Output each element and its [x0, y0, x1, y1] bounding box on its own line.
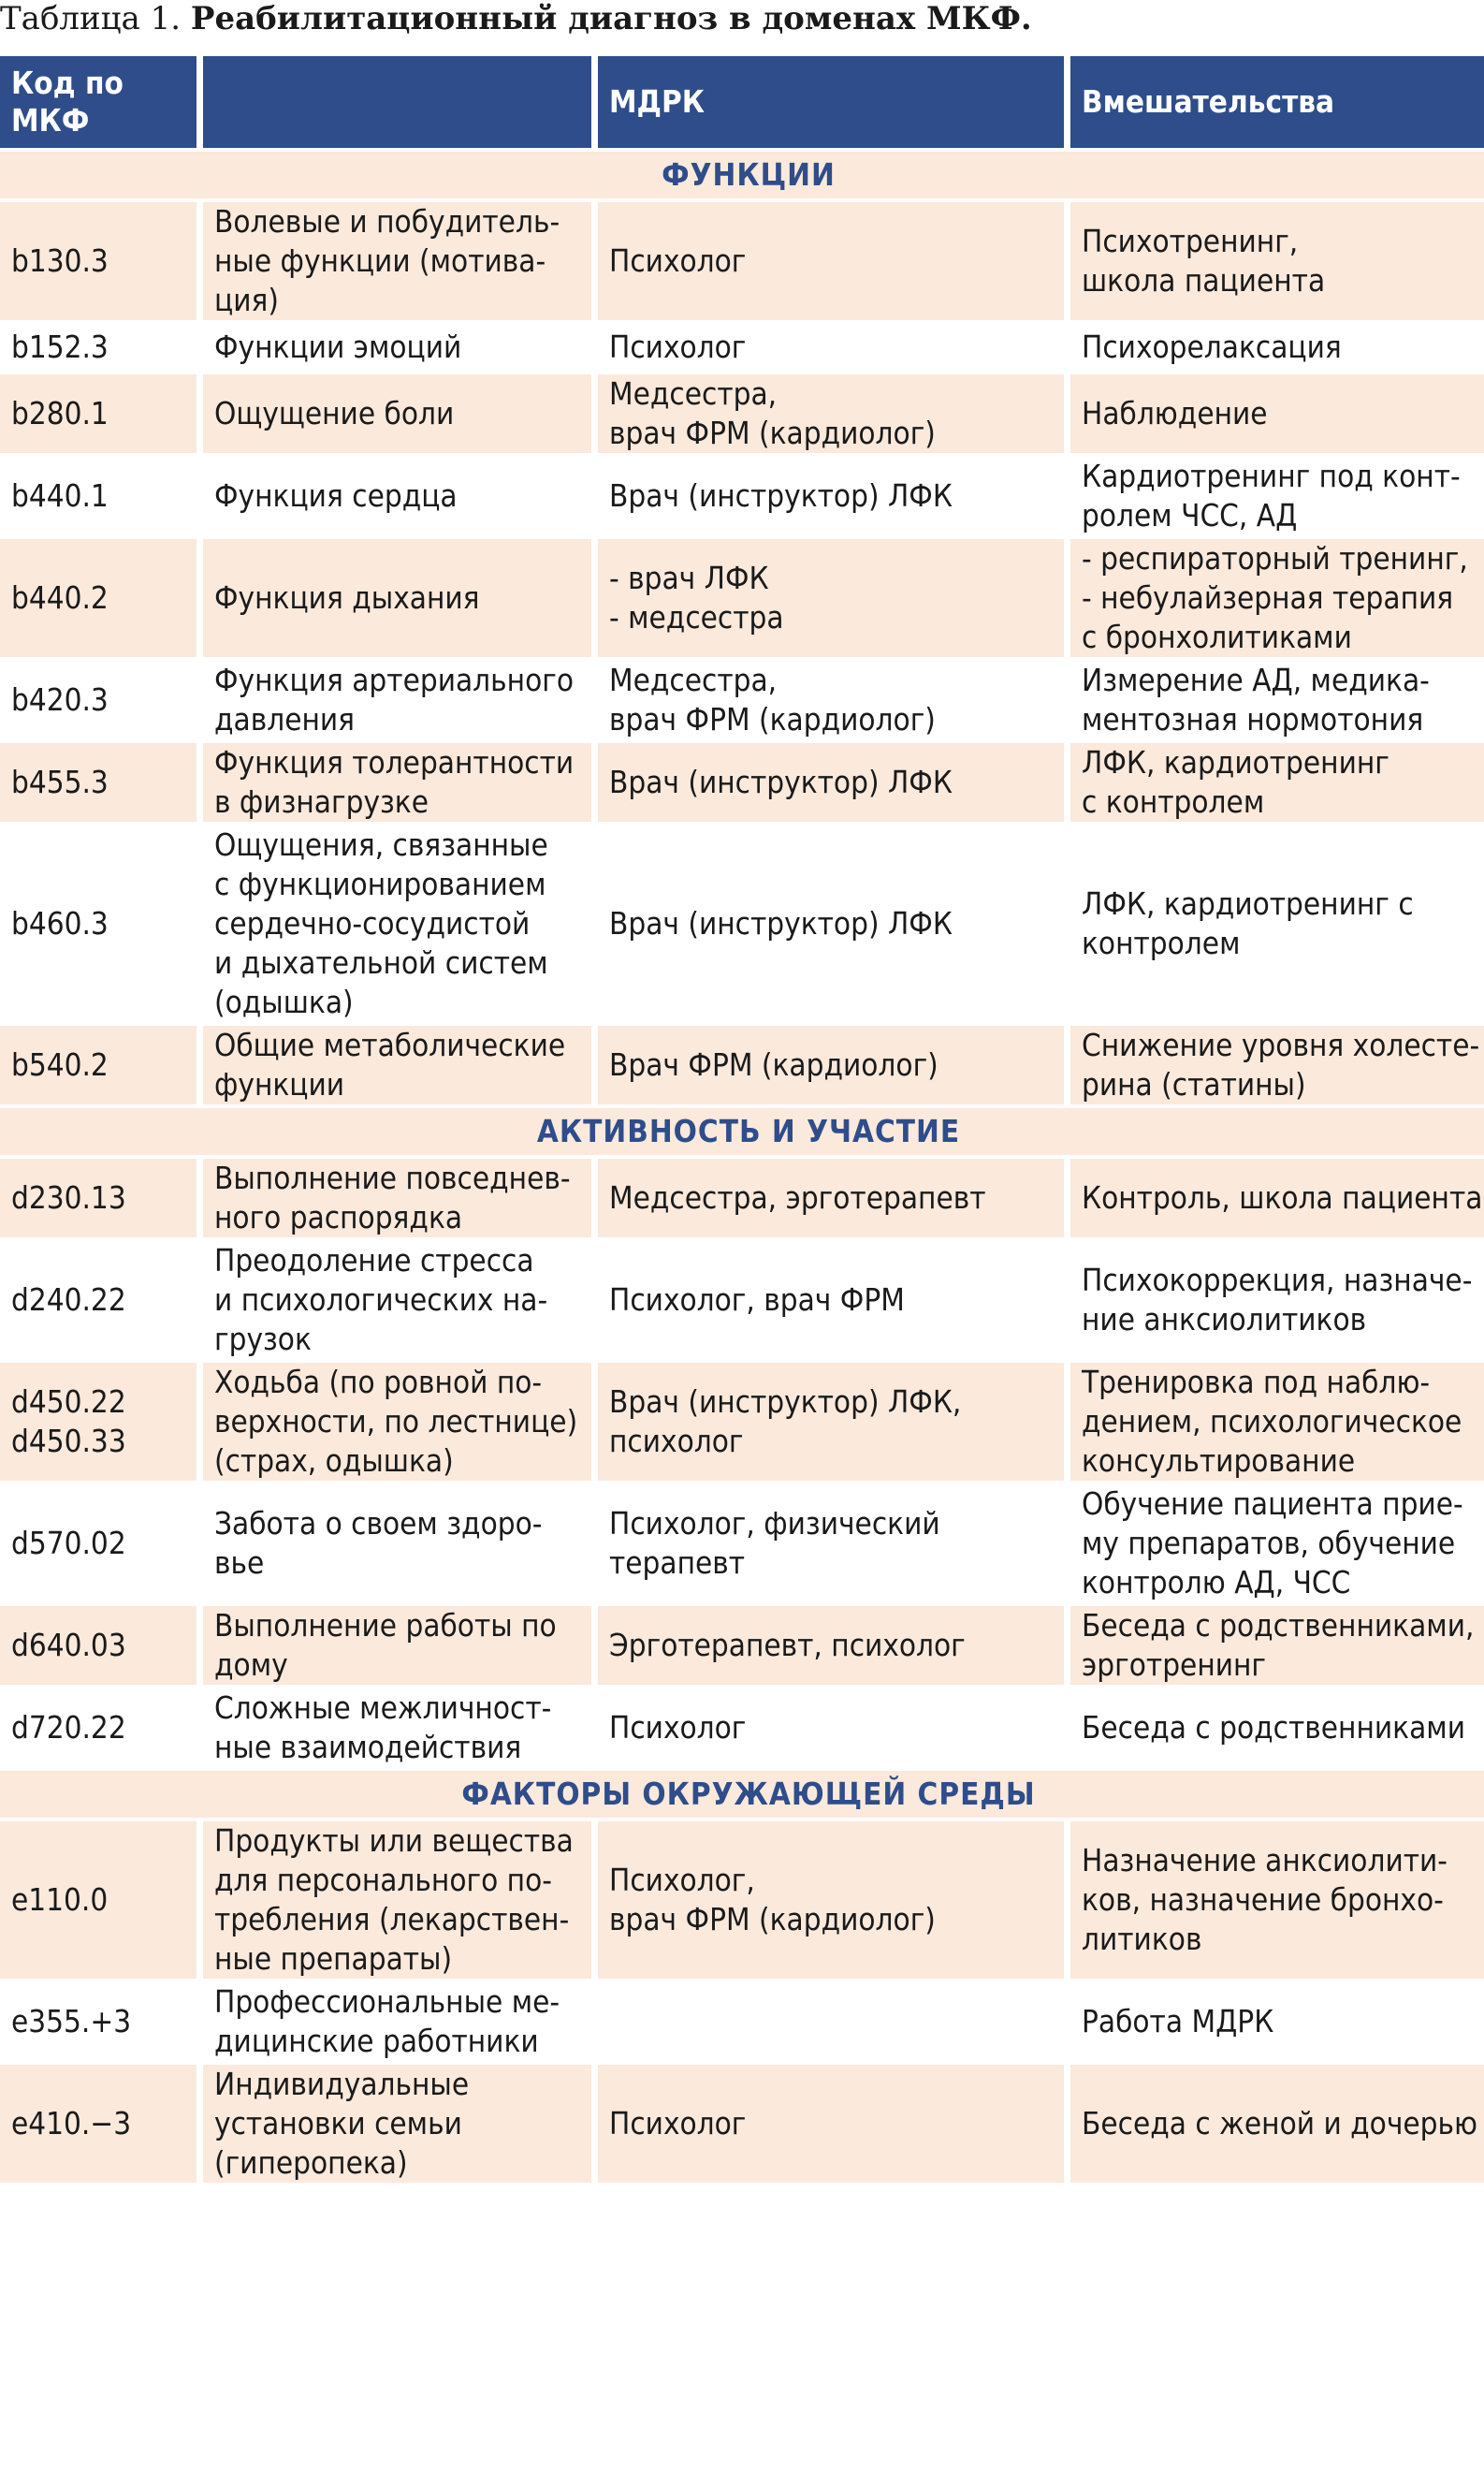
function-cell [203, 457, 591, 535]
function-cell [203, 743, 591, 822]
intervention-cell-line: Психокоррекция, назначе- [1082, 1262, 1473, 1298]
function-cell [203, 1982, 591, 2061]
function-cell [203, 1484, 591, 1602]
function-cell-line: установки семьи [214, 2105, 462, 2141]
function-cell [203, 1159, 591, 1237]
code-cell [0, 374, 196, 453]
table-row [0, 1982, 1484, 2061]
table-row [0, 826, 1484, 1022]
intervention-cell-line: Беседа с женой и дочерью [1082, 2105, 1478, 2141]
function-cell [203, 374, 591, 453]
code-cell-line: d230.13 [11, 1179, 126, 1216]
table-body [0, 152, 1484, 2183]
intervention-cell-line: Психорелаксация [1082, 329, 1342, 365]
function-cell-line: Общие метаболические [214, 1027, 566, 1063]
intervention-cell [1070, 661, 1484, 739]
function-cell [203, 324, 591, 371]
table-row [0, 539, 1484, 657]
intervention-cell-line: ков, назначение бронхо- [1082, 1881, 1444, 1918]
function-cell [203, 539, 591, 657]
mdrk-cell-line: Врач (инструктор) ЛФК [609, 905, 953, 942]
code-cell [0, 1982, 196, 2061]
function-cell [203, 1363, 591, 1481]
mdrk-cell-line: - врач ЛФК [609, 560, 769, 596]
code-cell-line: d570.02 [11, 1525, 126, 1561]
header-mdrk: МДРК [598, 56, 1064, 148]
mdrk-cell-line: Врач (инструктор) ЛФК [609, 764, 953, 800]
mdrk-cell [598, 374, 1064, 453]
function-cell-line: дицинские работники [214, 2023, 539, 2059]
function-cell-line: Индивидуальные [214, 2066, 470, 2102]
function-cell [203, 1241, 591, 1359]
function-cell [203, 202, 591, 320]
function-cell-line: требления (лекарствен- [214, 1901, 570, 1937]
intervention-cell-line: рина (статины) [1082, 1066, 1306, 1103]
code-cell [0, 2065, 196, 2183]
table-row [0, 1363, 1484, 1481]
code-cell [0, 1688, 196, 1767]
intervention-cell [1070, 374, 1484, 453]
intervention-cell-line: ЛФК, кардиотренинг с [1082, 885, 1414, 922]
intervention-cell-line: му препаратов, обучение [1082, 1525, 1456, 1561]
table-row [0, 202, 1484, 320]
intervention-cell-line: ЛФК, кардиотренинг [1082, 744, 1389, 781]
header-code-line2: по МКФ [11, 65, 124, 139]
function-cell-line: ция) [214, 282, 279, 318]
code-cell-line: b540.2 [11, 1046, 109, 1083]
intervention-cell-line: Беседа с родственниками, [1082, 1607, 1475, 1644]
intervention-cell [1070, 743, 1484, 822]
function-cell-line: сердечно-сосудистой [214, 905, 531, 942]
code-cell [0, 1159, 196, 1237]
function-cell-line: верхности, по лестнице) [214, 1403, 578, 1440]
function-cell-line: Ощущения, связанные [214, 826, 548, 863]
function-cell-line: в физнагрузке [214, 783, 429, 820]
mdrk-cell [598, 743, 1064, 822]
function-cell [203, 1688, 591, 1767]
function-cell-line: с функционированием [214, 866, 546, 902]
function-cell-line: Профессиональные ме- [214, 1983, 560, 2020]
intervention-cell-line: Контроль, школа пациента [1082, 1179, 1483, 1216]
intervention-cell-line: Наблюдение [1082, 395, 1268, 431]
code-cell-line: e110.0 [11, 1881, 109, 1918]
function-cell [203, 1026, 591, 1104]
code-cell-line: b420.3 [11, 681, 109, 718]
function-cell-line: Функция дыхания [214, 579, 480, 616]
mdrk-cell [598, 1688, 1064, 1767]
code-cell [0, 1241, 196, 1359]
section-title: АКТИВНОСТЬ И УЧАСТИЕ [0, 1108, 1484, 1155]
intervention-cell-line: Работа МДРК [1082, 2003, 1274, 2039]
mdrk-cell-line: Медсестра, эрготерапевт [609, 1179, 986, 1216]
table-row [0, 1026, 1484, 1104]
table-row [0, 374, 1484, 453]
intervention-cell-line: с бронхолитиками [1082, 619, 1352, 655]
function-cell-line: ного распорядка [214, 1199, 463, 1235]
intervention-cell-line: - респираторный тренинг, [1082, 540, 1468, 577]
function-cell-line: Ощущение боли [214, 395, 455, 431]
intervention-cell-line: Измерение АД, медика- [1082, 662, 1430, 698]
code-cell-line: b280.1 [11, 395, 109, 431]
mdrk-cell-line: психолог [609, 1423, 744, 1459]
table-caption [0, 0, 1032, 49]
intervention-cell [1070, 539, 1484, 657]
function-cell-line: Выполнение работы по [214, 1607, 557, 1644]
header-code-line1: Код [11, 65, 76, 101]
mdrk-cell-line: Эрготерапевт, психолог [609, 1627, 966, 1663]
intervention-cell-line: эрготренинг [1082, 1646, 1267, 1683]
function-cell-line: ные взаимодействия [214, 1729, 522, 1765]
function-cell-line: для персонального по- [214, 1862, 552, 1898]
intervention-cell [1070, 1982, 1484, 2061]
intervention-cell-line: Снижение уровня холесте- [1082, 1027, 1480, 1063]
intervention-cell [1070, 1484, 1484, 1602]
mdrk-cell [598, 1363, 1064, 1481]
mdrk-cell [598, 202, 1064, 320]
function-cell-line: Функция толерантности [214, 744, 575, 781]
function-cell-line: (гиперопека) [214, 2144, 408, 2181]
mdrk-cell-line: - медсестра [609, 599, 784, 636]
mdrk-cell [598, 1606, 1064, 1685]
mdrk-cell [598, 1241, 1064, 1359]
code-cell-line: b152.3 [11, 329, 109, 365]
header-function [203, 56, 591, 148]
table-row [0, 1241, 1484, 1359]
mdrk-cell-line: Медсестра, [609, 662, 778, 698]
mdrk-cell [598, 1026, 1064, 1104]
intervention-cell-line: консультирование [1082, 1442, 1356, 1479]
code-cell [0, 1026, 196, 1104]
function-cell-line: Выполнение повседнев- [214, 1160, 571, 1196]
mdrk-cell-line: Врач ФРМ (кардиолог) [609, 1046, 938, 1083]
intervention-cell-line: дением, психологическое [1082, 1403, 1462, 1440]
mdrk-cell-line: Психолог, врач ФРМ [609, 1281, 905, 1318]
function-cell-line: (одышка) [214, 984, 354, 1020]
mdrk-cell-line: врач ФРМ (кардиолог) [609, 1901, 936, 1937]
function-cell [203, 661, 591, 739]
intervention-cell [1070, 1688, 1484, 1767]
intervention-cell [1070, 2065, 1484, 2183]
code-cell [0, 661, 196, 739]
code-cell-line: b460.3 [11, 905, 109, 942]
mdrk-cell [598, 2065, 1064, 2183]
mdrk-cell [598, 1159, 1064, 1237]
code-cell-line: e355.+3 [11, 2003, 132, 2039]
function-cell-line: (страх, одышка) [214, 1442, 454, 1479]
intervention-cell [1070, 457, 1484, 535]
section-title: ФУНКЦИИ [0, 152, 1484, 198]
mdrk-cell [598, 1821, 1064, 1979]
table-header-row [0, 56, 1484, 148]
intervention-cell-line: Беседа с родственниками [1082, 1709, 1465, 1746]
mdrk-cell [598, 457, 1064, 535]
function-cell-line: Забота о своем здоро- [214, 1505, 543, 1542]
icf-table [0, 52, 1484, 2186]
intervention-cell-line: школа пациента [1082, 262, 1326, 299]
function-cell-line: Функция сердца [214, 477, 458, 514]
table-row [0, 1159, 1484, 1237]
function-cell-line: вье [214, 1544, 265, 1581]
intervention-cell [1070, 1026, 1484, 1104]
intervention-cell-line: литиков [1082, 1921, 1202, 1957]
function-cell-line: и дыхательной систем [214, 944, 548, 981]
mdrk-cell-line: Врач (инструктор) ЛФК, [609, 1383, 962, 1420]
intervention-cell-line: с контролем [1082, 783, 1265, 820]
code-cell [0, 324, 196, 371]
code-cell-line: b130.3 [11, 242, 109, 279]
mdrk-cell [598, 661, 1064, 739]
section-row [0, 1771, 1484, 1818]
mdrk-cell [598, 539, 1064, 657]
intervention-cell-line: контролем [1082, 925, 1241, 961]
code-cell-line: d450.33 [11, 1423, 126, 1459]
function-cell-line: и психологических на- [214, 1281, 548, 1318]
code-cell-line: d450.22 [11, 1383, 126, 1420]
table-row [0, 324, 1484, 371]
code-cell-line: b440.1 [11, 477, 109, 514]
section-title: ФАКТОРЫ ОКРУЖАЮЩЕЙ СРЕДЫ [0, 1771, 1484, 1818]
table-row [0, 1688, 1484, 1767]
intervention-cell-line: - небулайзерная терапия [1082, 579, 1454, 616]
table-row [0, 743, 1484, 822]
code-cell-line: d720.22 [11, 1709, 126, 1746]
caption-title: Реабилитационный диагноз в доменах МКФ. [190, 0, 1032, 37]
section-row [0, 152, 1484, 198]
intervention-cell [1070, 1159, 1484, 1237]
code-cell [0, 1606, 196, 1685]
function-cell-line: давления [214, 701, 356, 738]
function-cell-line: Волевые и побудитель- [214, 203, 560, 240]
table-row [0, 1606, 1484, 1685]
table-row [0, 2065, 1484, 2183]
code-cell [0, 1484, 196, 1602]
section-row [0, 1108, 1484, 1155]
intervention-cell [1070, 324, 1484, 371]
code-cell [0, 539, 196, 657]
table-row [0, 1484, 1484, 1602]
intervention-cell-line: контролю АД, ЧСС [1082, 1564, 1351, 1600]
mdrk-cell-line: Медсестра, [609, 375, 778, 412]
function-cell-line: грузок [214, 1321, 312, 1357]
mdrk-cell-line: Психолог [609, 329, 747, 365]
intervention-cell-line: Психотренинг, [1082, 223, 1299, 259]
mdrk-cell-line: Врач (инструктор) ЛФК [609, 477, 953, 514]
mdrk-cell-line: Психолог [609, 242, 747, 279]
mdrk-cell-line: Психолог [609, 2105, 747, 2141]
mdrk-cell [598, 1484, 1064, 1602]
intervention-cell [1070, 202, 1484, 320]
header-interventions: Вмешательства [1070, 56, 1484, 148]
intervention-cell-line: ние анксиолитиков [1082, 1301, 1367, 1337]
mdrk-cell [598, 1982, 1064, 2061]
code-cell [0, 1821, 196, 1979]
code-cell-line: b440.2 [11, 579, 109, 616]
function-cell-line: Ходьба (по ровной по- [214, 1364, 543, 1400]
intervention-cell [1070, 1241, 1484, 1359]
code-cell-line: d240.22 [11, 1281, 126, 1318]
function-cell-line: дому [214, 1646, 288, 1683]
code-cell [0, 743, 196, 822]
function-cell-line: Продукты или вещества [214, 1822, 574, 1859]
intervention-cell-line: Тренировка под наблю- [1082, 1364, 1431, 1400]
intervention-cell [1070, 1821, 1484, 1979]
mdrk-cell-line: Психолог, [609, 1862, 755, 1898]
function-cell-line: функции [214, 1066, 345, 1103]
mdrk-cell-line: Психолог, физический [609, 1505, 940, 1542]
function-cell-line: ные препараты) [214, 1940, 453, 1977]
function-cell [203, 1821, 591, 1979]
intervention-cell-line: Назначение анксиолити- [1082, 1842, 1448, 1878]
table-row [0, 457, 1484, 535]
intervention-cell [1070, 1606, 1484, 1685]
header-code [0, 56, 196, 148]
table-row [0, 1821, 1484, 1979]
function-cell-line: Сложные межличност- [214, 1689, 552, 1726]
mdrk-cell [598, 324, 1064, 371]
function-cell-line: Функция артериального [214, 662, 574, 698]
intervention-cell [1070, 826, 1484, 1022]
table-row [0, 661, 1484, 739]
intervention-cell [1070, 1363, 1484, 1481]
mdrk-cell [598, 826, 1064, 1022]
intervention-cell-line: Обучение пациента прие- [1082, 1485, 1463, 1522]
code-cell [0, 202, 196, 320]
function-cell-line: ные функции (мотива- [214, 242, 546, 279]
code-cell-line: d640.03 [11, 1627, 126, 1663]
code-cell [0, 1363, 196, 1481]
mdrk-cell-line: врач ФРМ (кардиолог) [609, 415, 936, 451]
function-cell-line: Функции эмоций [214, 329, 462, 365]
mdrk-cell-line: Психолог [609, 1709, 747, 1746]
code-cell [0, 826, 196, 1022]
function-cell-line: Преодоление стресса [214, 1242, 534, 1279]
code-cell-line: e410.−3 [11, 2105, 132, 2141]
function-cell [203, 826, 591, 1022]
code-cell-line: b455.3 [11, 764, 109, 800]
caption-prefix: Таблица 1. [0, 0, 182, 37]
function-cell [203, 2065, 591, 2183]
intervention-cell-line: ролем ЧСС, АД [1082, 497, 1298, 533]
function-cell [203, 1606, 591, 1685]
code-cell [0, 457, 196, 535]
intervention-cell-line: ментозная нормотония [1082, 701, 1424, 738]
intervention-cell-line: Кардиотренинг под конт- [1082, 458, 1461, 494]
mdrk-cell-line: терапевт [609, 1544, 746, 1581]
mdrk-cell-line: врач ФРМ (кардиолог) [609, 701, 936, 738]
